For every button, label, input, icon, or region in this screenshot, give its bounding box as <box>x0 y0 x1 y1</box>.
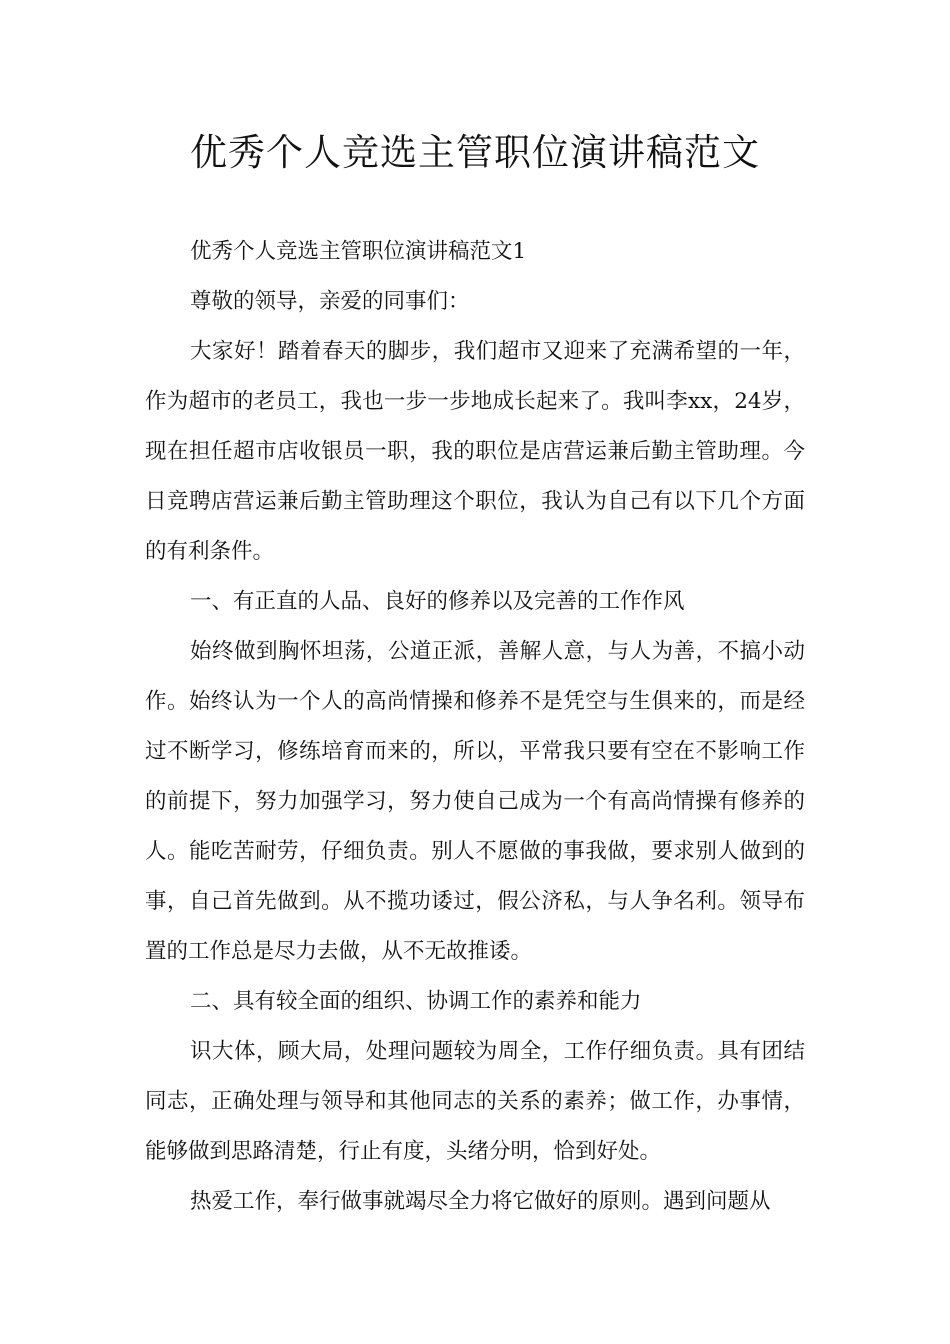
paragraph-section-1: 始终做到胸怀坦荡，公道正派，善解人意，与人为善，不搞小动作。始终认为一个人的高尚情操和修养不是凭空与生俱来的，而是经过不断学习，修练培育而来的，所以，平常我只要有空在不影响工作的前提下，努力加强学习，努力使自己成为一个有高尚情操有修养的人。能吃苦耐劳，仔细负责。别人不愿做的事我做，要求别人做到的事，自己首先做到。从不揽功诿过，假公济私，与人争名利。领导布置的工作总是尽力去做，从不无故推诿。 <box>145 639 805 964</box>
document-title: 优秀个人竞选主管职位演讲稿范文 <box>190 131 760 174</box>
paragraph-section-3-start: 热爱工作，奉行做事就竭尽全力将它做好的原则。遇到问题从 <box>190 1189 771 1214</box>
document-body <box>145 227 805 1227</box>
paragraph-intro: 大家好！踏着春天的脚步，我们超市又迎来了充满希望的一年，作为超市的老员工，我也一步一步地成长起来了。我叫李xx，24岁，现在担任超市店收银员一职，我的职位是店营运兼后勤主管助理。今日竞聘店营运兼后勤主管助理这个职位，我认为自己有以下几个方面的有利条件。 <box>145 339 805 564</box>
paragraph-section-2: 识大体，顾大局，处理问题较为周全，工作仔细负责。具有团结同志，正确处理与领导和其他同志的关系的素养；做工作，办事情，能够做到思路清楚，行止有度，头绪分明，恰到好处。 <box>145 1039 805 1164</box>
paragraph-subtitle: 优秀个人竞选主管职位演讲稿范文1 <box>190 239 527 264</box>
paragraph-heading-2: 二、具有较全面的组织、协调工作的素养和能力 <box>190 989 642 1014</box>
paragraph-heading-1: 一、有正直的人品、良好的修养以及完善的工作作风 <box>190 589 685 614</box>
paragraph-salutation: 尊敬的领导，亲爱的同事们： <box>190 289 470 314</box>
